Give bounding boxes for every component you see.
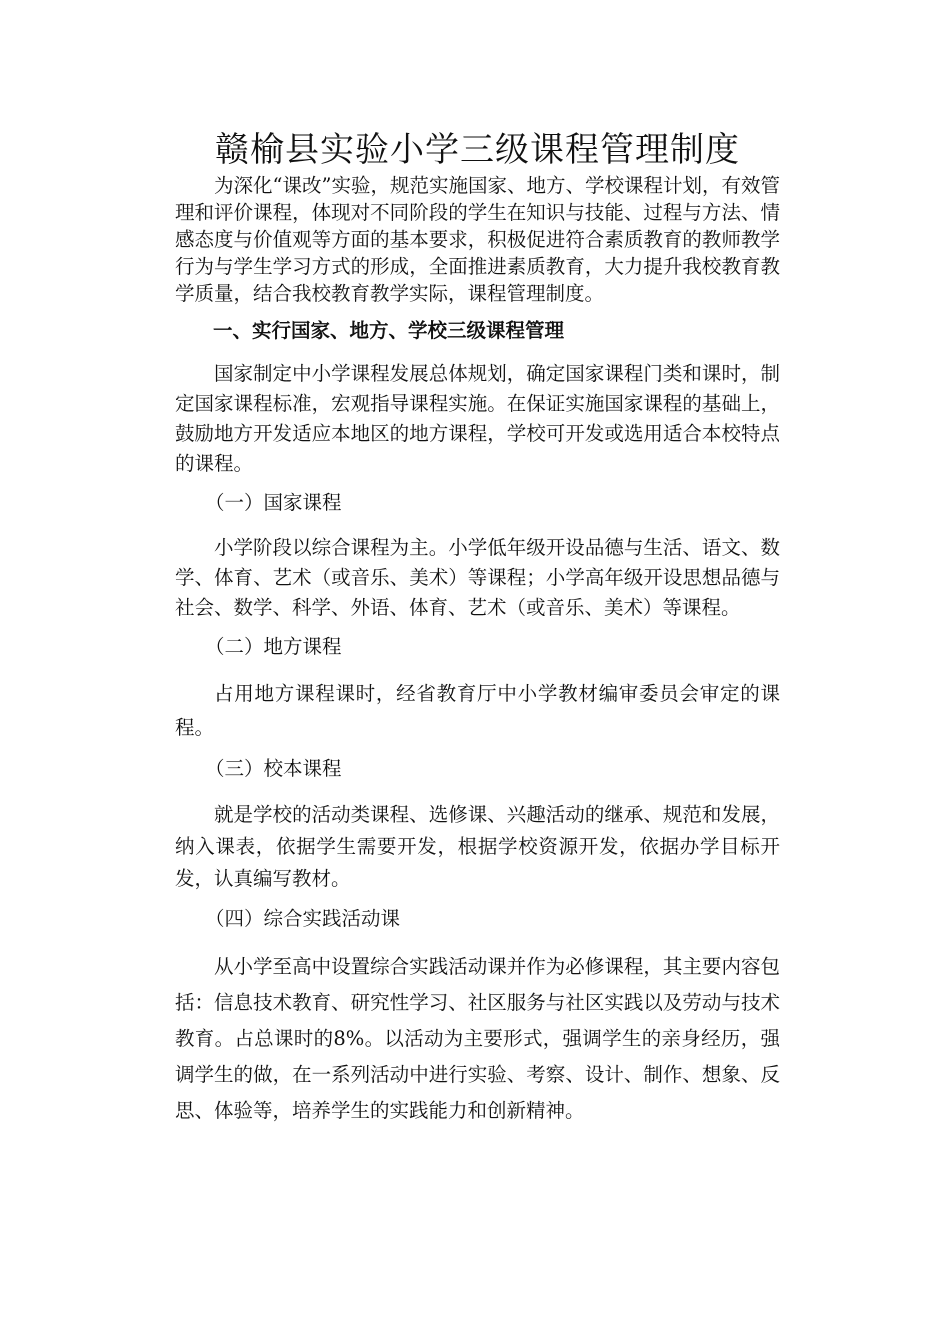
section-heading-1: 一、实行国家、地方、学校三级课程管理 [213, 319, 565, 342]
document-page [175, 128, 780, 1129]
subsection-school-paragraph: 就是学校的活动类课程、选修课、兴趣活动的继承、规范和发展，纳入课表，依据学生需要开发，根据学校资源开发，依据办学目标开发，认真编写教材。 [175, 803, 780, 890]
subsection-local-paragraph: 占用地方课程课时，经省教育厅中小学教材编审委员会审定的课程。 [175, 682, 780, 739]
subsection-practice-paragraph: 从小学至高中设置综合实践活动课并作为必修课程，其主要内容包括：信息技术教育、研究性学习、社区服务与社区实践以及劳动与技术教育。占总课时的8%。以活动为主要形式，强调学生的亲身经历，强调学生的做，在一系列活动中进行实验、考察、设计、制作、想象、反思、体验等，培养学生的实践能力和创新精神。 [175, 955, 780, 1122]
subsection-heading-school: （三）校本课程 [205, 757, 342, 780]
intro-paragraph: 为深化“课改”实验，规范实施国家、地方、学校课程计划，有效管理和评价课程，体现对不同阶段的学生在知识与技能、过程与方法、情感态度与价值观等方面的基本要求，积极促进符合素质教育的教师教学行为与学生学习方式的形成，全面推进素质教育，大力提升我校教育教学质量，结合我校教育教学实际，课程管理制度。 [175, 174, 780, 305]
subsection-heading-national: （一）国家课程 [205, 491, 342, 514]
subsection-national-paragraph: 小学阶段以综合课程为主。小学低年级开设品德与生活、语文、数学、体育、艺术（或音乐、美术）等课程；小学高年级开设思想品德与社会、数学、科学、外语、体育、艺术（或音乐、美术）等课程。 [175, 536, 780, 619]
document-title: 赣榆县实验小学三级课程管理制度 [215, 130, 740, 170]
section-1-paragraph: 国家制定中小学课程发展总体规划，确定国家课程门类和课时，制定国家课程标准，宏观指导课程实施。在保证实施国家课程的基础上，鼓励地方开发适应本地区的地方课程，学校可开发或选用适合本校特点的课程。 [175, 362, 780, 475]
subsection-heading-practice: （四）综合实践活动课 [205, 907, 401, 930]
subsection-heading-local: （二）地方课程 [205, 635, 342, 658]
